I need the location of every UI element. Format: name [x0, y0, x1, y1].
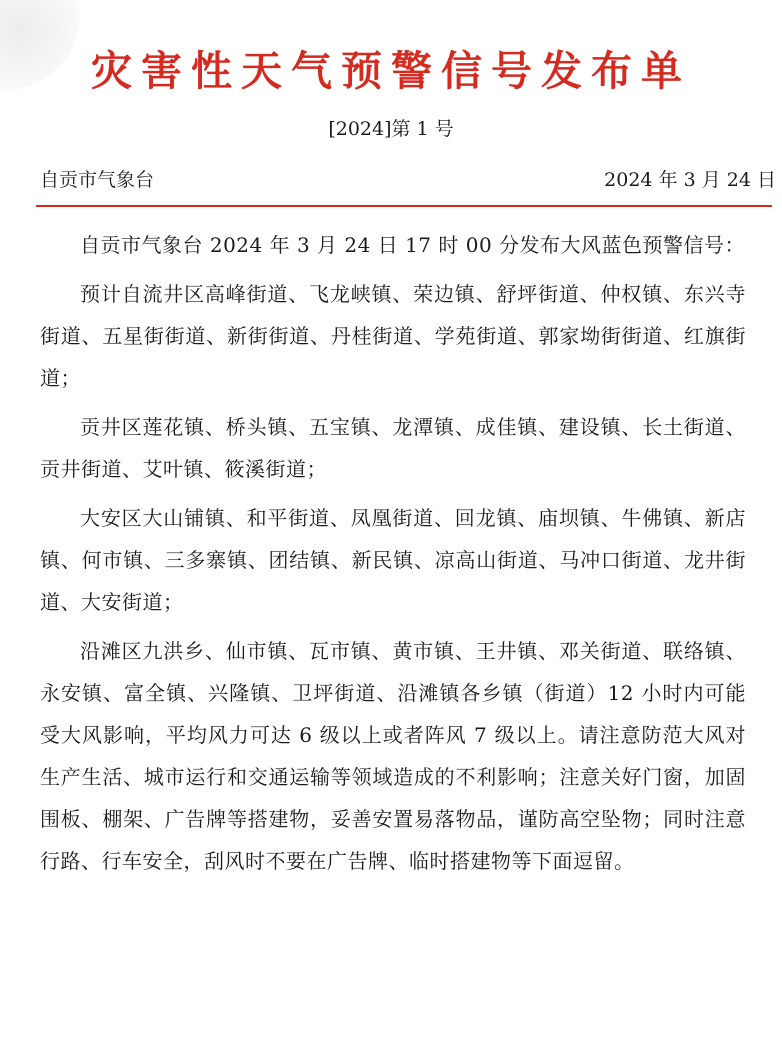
issuer-name: 自贡市气象台	[40, 169, 155, 191]
body-paragraph-intro: 自贡市气象台 2024 年 3 月 24 日 17 时 00 分发布大风蓝色预警信号：	[80, 233, 746, 257]
document-body	[40, 224, 746, 889]
body-paragraph-gongjing: 贡井区莲花镇、桥头镇、五宝镇、龙潭镇、成佳镇、建设镇、长土街道、贡井街道、艾叶镇、筱溪街道；	[40, 415, 746, 481]
document-number: [2024]第 1 号	[328, 118, 454, 140]
body-paragraph-yantan-advice: 沿滩区九洪乡、仙市镇、瓦市镇、黄市镇、王井镇、邓关街道、联络镇、永安镇、富全镇、兴隆镇、卫坪街道、沿滩镇各乡镇（街道）12 小时内可能受大风影响，平均风力可达 6 级以上或者阵风 7 级以上。请注意防范大风对生产生活、城市运行和交通运输等领域造成的不利影响；注意关好门窗，加固围板、棚架、广告牌等搭建物，妥善安置易落物品，谨防高空坠物；同时注意行路、行车安全，刮风时不要在广告牌、临时搭建物等下面逗留。	[40, 639, 746, 873]
body-paragraph-da-an: 大安区大山铺镇、和平街道、凤凰街道、回龙镇、庙坝镇、牛佛镇、新店镇、何市镇、三多寨镇、团结镇、新民镇、凉高山街道、马冲口街道、龙井街道、大安街道；	[40, 506, 746, 614]
body-paragraph-ziliujing: 预计自流井区高峰街道、飞龙峡镇、荣边镇、舒坪街道、仲权镇、东兴寺街道、五星街街道、新街街道、丹桂街道、学苑街道、郭家坳街街道、红旗街道；	[40, 282, 746, 390]
header-divider	[36, 205, 772, 207]
document-title: 灾害性天气预警信号发布单	[91, 47, 691, 95]
issue-date: 2024 年 3 月 24 日	[604, 169, 776, 191]
